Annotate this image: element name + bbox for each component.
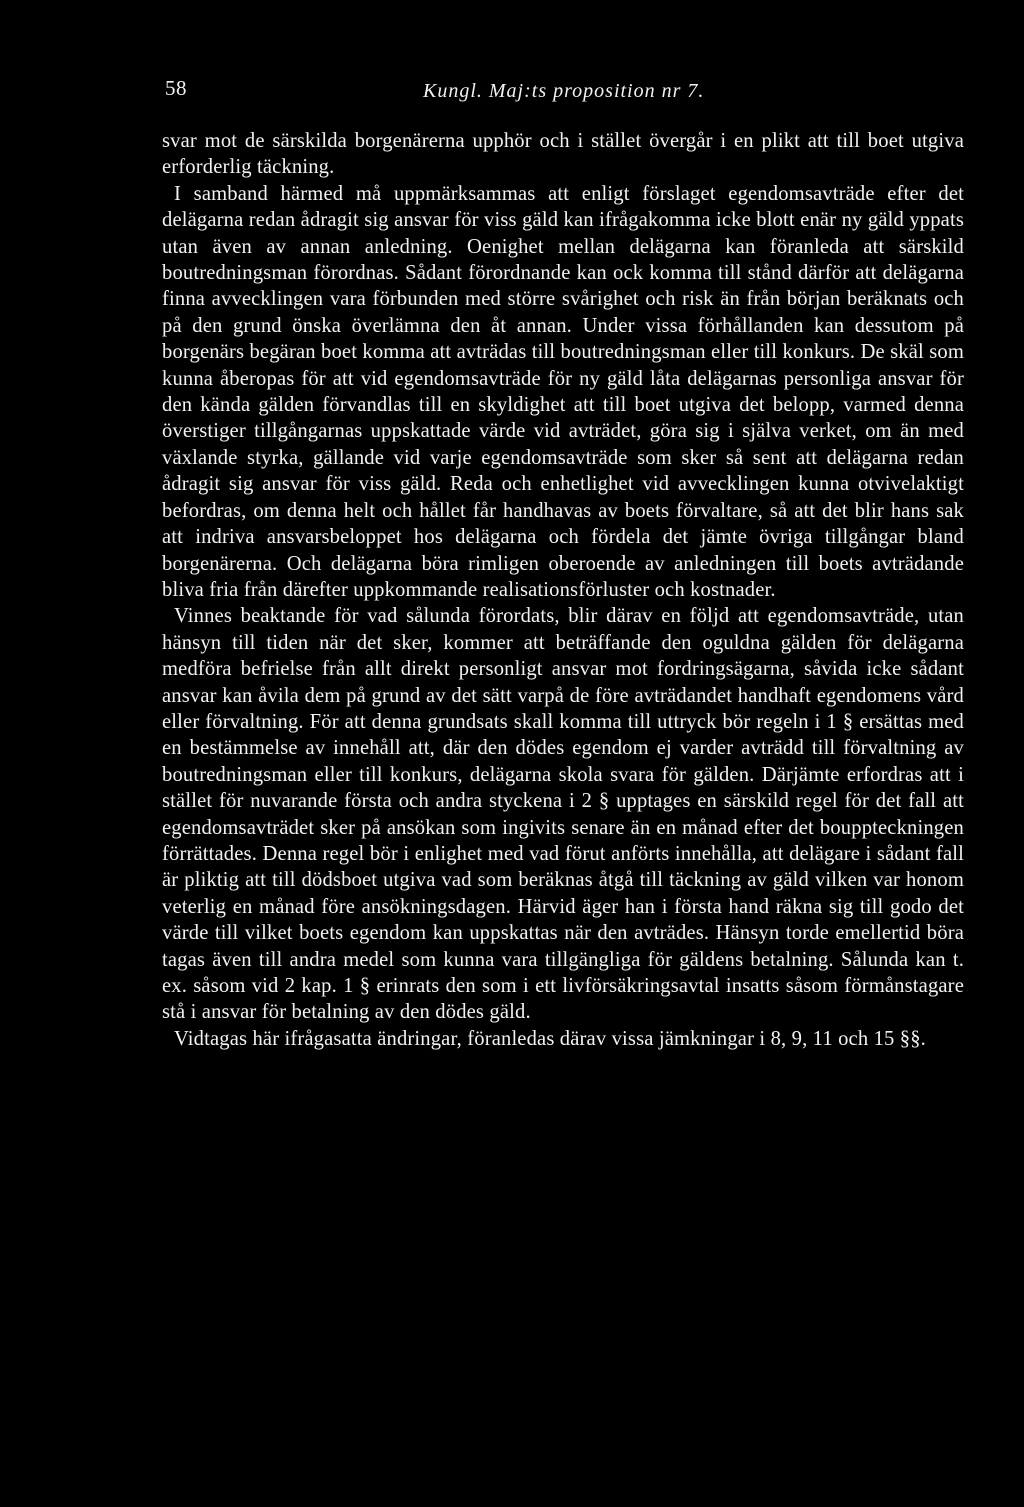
page-header <box>165 76 965 106</box>
body-text <box>162 128 964 1052</box>
running-title: Kungl. Maj:ts proposition nr 7. <box>423 80 705 102</box>
paragraph: Vidtagas här ifrågasatta ändringar, föranledas därav vissa jämkningar i 8, 9, 11 och 15 §§. <box>174 1027 926 1050</box>
page-number: 58 <box>165 76 187 100</box>
paragraph: I samband härmed må uppmärksammas att enligt förslaget egendomsavträde efter det delägarna redan ådragit sig ansvar för viss gäld kan ifrågakomma icke blott enär ny gäld yppats utan även av annan anledning. Oenighet mellan delägarna kan föranleda att särskild boutredningsman förordnas. Sådant förordnande kan ock komma till stånd därför att delägarna finna avvecklingen vara förbunden med större svårighet och risk än från början beräknats och på den grund önska överlämna den åt annan. Under vissa förhållanden kan dessutom på borgenärs begäran boet komma att avträdas till boutredningsman eller till konkurs. De skäl som kunna åberopas för att vid egendomsavträde för ny gäld låta delägarnas personliga ansvar för den kända gälden förvandlas till en skyldighet att till boet utgiva det belopp, varmed denna överstiger tillgångarnas uppskattade värde vid avträdet, göra sig i själva verket, om än med växlande styrka, gällande vid varje egendomsavträde som sker så sent att delägarna redan ådragit sig ansvar för viss gäld. Reda och enhetlighet vid avvecklingen kunna otvivelaktigt befordras, om denna helt och hållet får handhavas av boets förvaltare, så att det blir hans sak att indriva ansvarsbeloppet hos delägarna och fördela det jämte övriga tillgångar bland borgenärerna. Och delägarna böra rimligen oberoende av anledningen till boets avträdande bliva fria från därefter uppkommande realisationsförluster och kostnader. <box>162 182 964 601</box>
paragraph: Vinnes beaktande för vad sålunda förordats, blir därav en följd att egendomsavträde, utan hänsyn till tiden när det sker, kommer att beträffande den oguldna gälden för delägarna medföra befrielse från allt direkt personligt ansvar mot fordringsägarna, såvida icke sådant ansvar kan åvila dem på grund av det sätt varpå de före avträdandet handhaft egendomens vård eller förvaltning. För att denna grundsats skall komma till uttryck bör regeln i 1 § ersättas med en bestämmelse av innehåll att, där den dödes egendom ej varder avträdd till förvaltning av boutredningsman eller till konkurs, delägarna skola svara för gälden. Därjämte erfordras att i stället för nuvarande första och andra styckena i 2 § upptages en särskild regel för det fall att egendomsavträdet sker på ansökan som ingivits senare än en månad efter det bouppteckningen förrättades. Denna regel bör i enlighet med vad förut anförts innehålla, att delägare i sådant fall är pliktig att till dödsboet utgiva vad som beräknas åtgå till täckning av gäld vilken var honom veterlig en månad före ansökningsdagen. Härvid äger han i första hand räkna sig till godo det värde till vilket boets egendom kan uppskattas när den avträdes. Hänsyn torde emellertid böra tagas även till andra medel som kunna vara tillgängliga för gäldens betalning. Sålunda kan t. ex. såsom vid 2 kap. 1 § erinrats den som i ett livförsäkringsavtal insatts såsom förmånstagare stå i ansvar för betalning av den dödes gäld. <box>162 605 964 1024</box>
paragraph-continuation: svar mot de särskilda borgenärerna upphör och i stället övergår i en plikt att till boet utgiva erforderlig täckning. <box>162 130 964 179</box>
